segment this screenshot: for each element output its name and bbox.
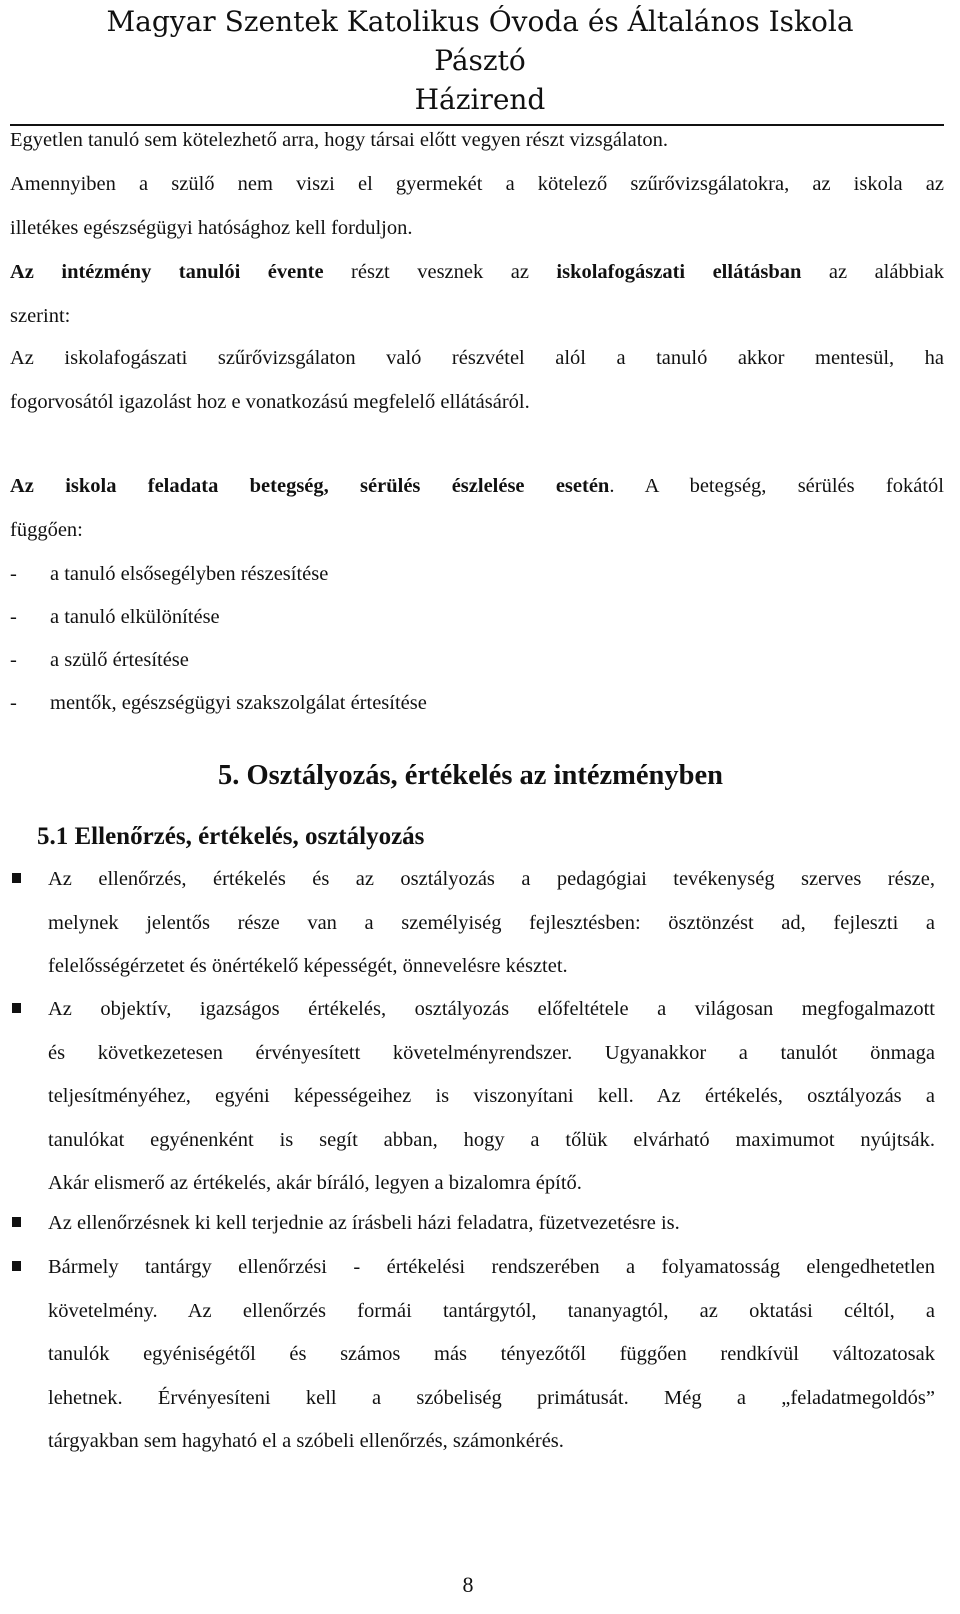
bold-phrase: iskolafogászati ellátásban (556, 261, 802, 283)
text-fragment: . A betegség, sérülés fokától (609, 475, 944, 497)
text-line: fogorvosától igazolást hoz e vonatkozású megfelelő ellátásáról. (10, 391, 530, 413)
text-line: lehetnek. Érvényesíteni kell a szóbeliség primátusát. Még a „feladatmegoldós” (48, 1386, 935, 1409)
paragraph-dental-exemption (10, 336, 944, 424)
square-bullet-icon (12, 1217, 21, 1227)
square-bullet-icon (12, 873, 21, 883)
list-item (10, 638, 910, 682)
dash-marker: - (10, 563, 17, 585)
text-line: szerint: (10, 305, 71, 327)
text-line: Akár elismerő az értékelés, akár bíráló, legyen a bizalomra építő. (48, 1172, 582, 1194)
paragraph-exam-participation (10, 118, 944, 250)
dash-marker: - (10, 649, 17, 671)
text-line: tanulókat egyénenként is segít abban, hogy a tőlük elvárható maximumot nyújtsák. (48, 1128, 935, 1151)
page-number: 8 (462, 1572, 474, 1597)
dash-marker: - (10, 692, 17, 714)
dash-marker: - (10, 606, 17, 628)
text-fragment: az alábbiak (801, 261, 945, 283)
text-line: tárgyakban sem hagyható el a szóbeli ellenőrzés, számonkérés. (48, 1430, 564, 1452)
text-line: tanulók egyéniségétől és számos más tényezőtől függően rendkívül változatosak (48, 1343, 935, 1365)
subsection-heading: 5.1 Ellenőrzés, értékelés, osztályozás (37, 823, 425, 850)
paragraph-illness-injury (10, 464, 944, 552)
text-line: függően: (10, 519, 83, 541)
text-line: melynek jelentős része van a személyiség fejlesztésben: ösztönzést ad, fejleszti a (48, 911, 935, 934)
text-line: Az ellenőrzés, értékelés és az osztályozás a pedagógiai tevékenység szerves része, (48, 868, 935, 890)
bold-phrase: Az intézmény tanulói évente (10, 261, 324, 283)
list-item-text: mentők, egészségügyi szakszolgálat értesítése (50, 692, 427, 714)
bullet-text (48, 1202, 935, 1246)
text-line: Az objektív, igazságos értékelés, osztályozás előfeltétele a világosan megfogalmazott (48, 998, 935, 1020)
text-line (10, 464, 944, 508)
bold-phrase: Az iskola feladata betegség, sérülés észlelése esetén (10, 475, 610, 497)
section-heading: 5. Osztályozás, értékelés az intézményben (218, 760, 723, 791)
bullet-text (48, 1246, 935, 1464)
bullet-text (48, 988, 935, 1206)
text-line: felelősségérzetet és önértékelő képességét, önnevelésre késztet. (48, 955, 568, 977)
page-header (0, 2, 960, 119)
text-line: és következetesen érvényesített követelményrendszer. Ugyanakkor a tanulót önmaga (48, 1041, 935, 1064)
paragraph-dental-care (10, 250, 944, 338)
text-line: Az ellenőrzésnek ki kell terjednie az írásbeli házi feladatra, füzetvezetésre is. (48, 1212, 680, 1234)
text-line: Egyetlen tanuló sem kötelezhető arra, hogy társai előtt vegyen részt vizsgálaton. (10, 129, 669, 151)
header-town: Pásztó (434, 44, 526, 77)
text-line: Bármely tantárgy ellenőrzési - értékelési rendszerében a folyamatosság elengedhetetlen (48, 1256, 935, 1278)
text-line: teljesítményéhez, egyéni képességeihez is viszonyítani kell. Az értékelés, osztályozás a (48, 1085, 935, 1107)
square-bullet-icon (12, 1261, 21, 1271)
header-school-name: Magyar Szentek Katolikus Óvoda és Általános Iskola (106, 5, 854, 38)
list-item (10, 595, 910, 639)
text-line: Az iskolafogászati szűrővizsgálaton való részvétel alól a tanuló akkor mentesül, ha (10, 347, 944, 369)
list-item (10, 681, 910, 725)
list-item-text: a tanuló elsősegélyben részesítése (50, 563, 329, 585)
square-bullet-icon (12, 1003, 21, 1013)
text-line: illetékes egészségügyi hatósághoz kell forduljon. (10, 217, 413, 239)
bullet-text (48, 858, 935, 989)
text-line: követelmény. Az ellenőrzés formái tantárgytól, tananyagtól, az oktatási céltól, a (48, 1299, 935, 1322)
text-line (10, 250, 944, 294)
header-document-title: Házirend (414, 83, 546, 116)
list-item-text: a tanuló elkülönítése (50, 606, 220, 628)
list-item-text: a szülő értesítése (50, 649, 189, 671)
text-fragment: részt vesznek az (323, 261, 557, 283)
text-line: Amennyiben a szülő nem viszi el gyermekét a kötelező szűrővizsgálatokra, az iskola az (10, 173, 944, 195)
list-item (10, 552, 910, 596)
